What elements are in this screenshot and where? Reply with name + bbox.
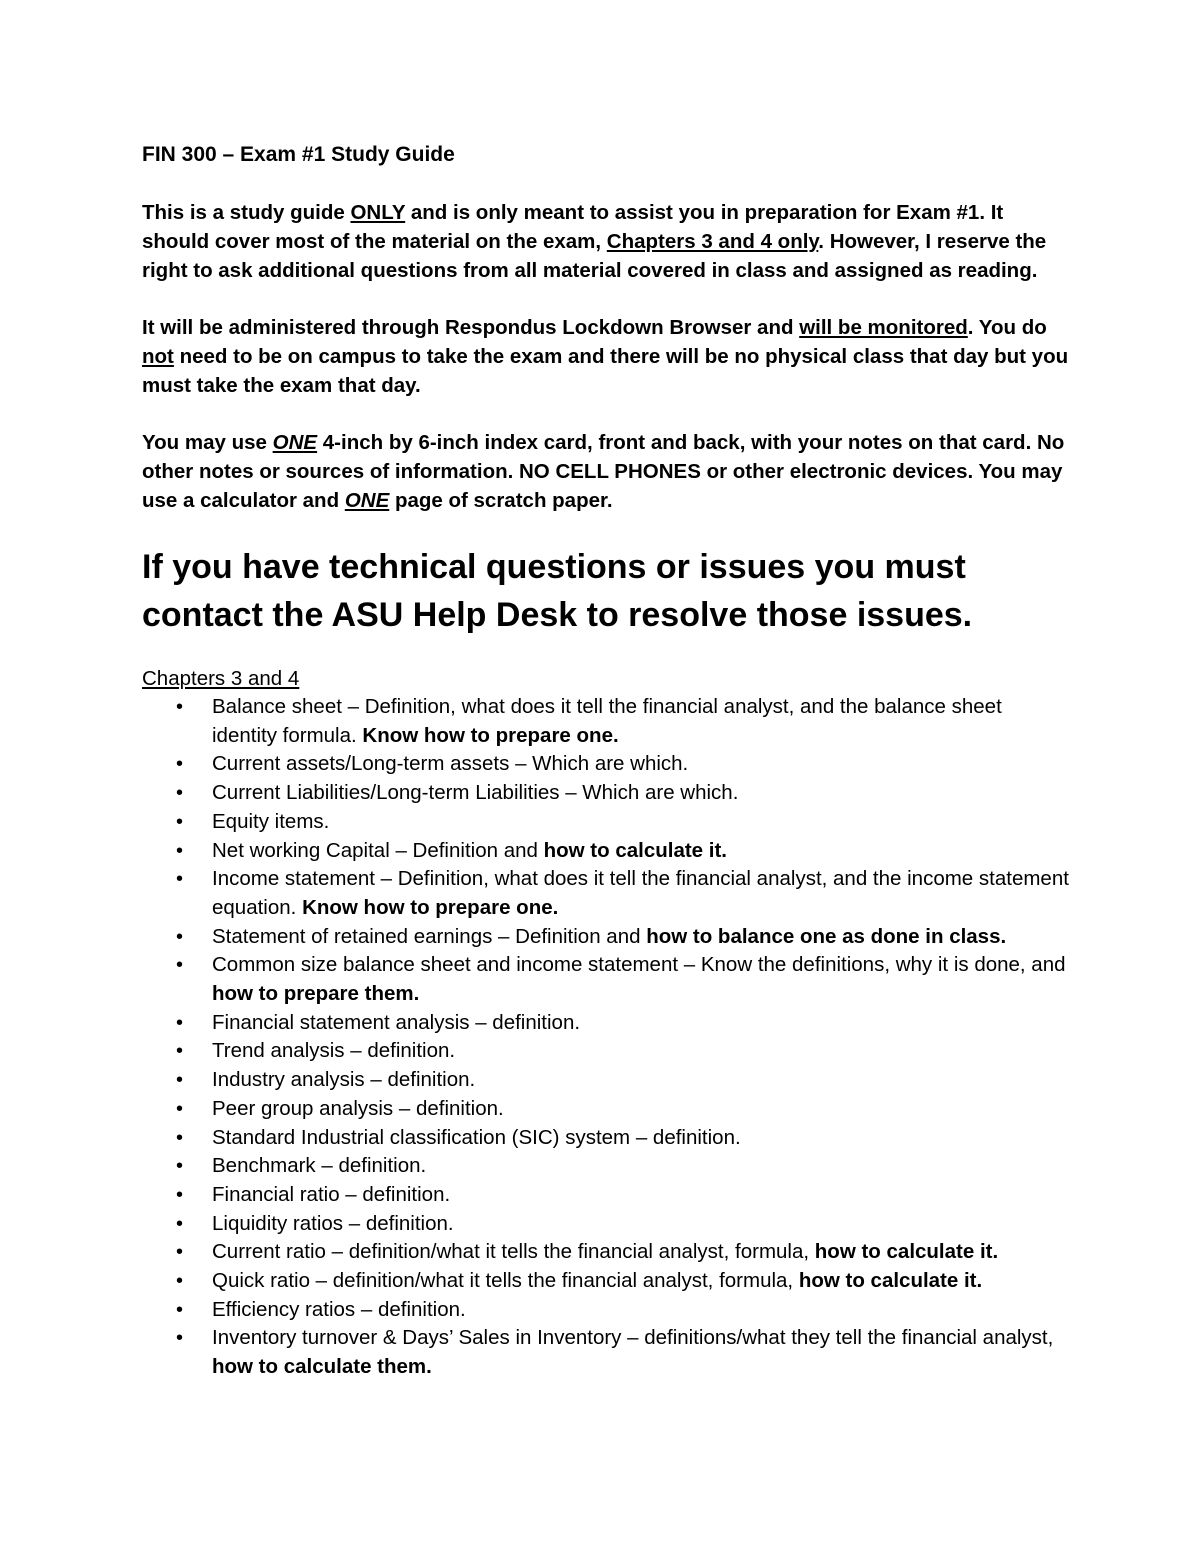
help-desk-callout: If you have technical questions or issues you must contact the ASU Help Desk to resolve those issues. (142, 548, 973, 634)
intro-underline-chapters: Chapters 3 and 4 only (606, 230, 819, 253)
topic-text: Trend analysis – definition. (212, 1039, 456, 1063)
topic-item (142, 693, 1072, 750)
topic-text: Current assets/Long-term assets – Which are which. (212, 752, 689, 776)
topic-bold-text: how to calculate it. (543, 838, 727, 862)
admin-underline-not: not (142, 345, 174, 368)
topic-item (142, 951, 1072, 1008)
topic-item (142, 779, 1072, 808)
topic-bold-text: Know how to prepare one. (362, 723, 619, 747)
topic-item (142, 1296, 1072, 1325)
admin-text-1: It will be administered through Respondus Lockdown Browser and (142, 316, 800, 339)
topic-bold-text: how to calculate them. (212, 1355, 432, 1379)
topic-text: Financial statement analysis – definition. (212, 1010, 581, 1034)
bullet-icon: • (176, 925, 184, 948)
materials-underline-one-page: ONE (344, 489, 390, 512)
topic-item (142, 1124, 1072, 1153)
topic-text: Efficiency ratios – definition. (212, 1297, 466, 1321)
topic-text: Quick ratio – definition/what it tells the financial analyst, formula, (212, 1269, 799, 1293)
topic-bold-text: how to calculate it. (798, 1269, 983, 1293)
bullet-icon: • (176, 1126, 184, 1149)
topic-bold-text: Know how to prepare one. (302, 895, 559, 919)
topic-item (142, 837, 1072, 866)
bullet-icon: • (176, 696, 184, 718)
topic-item (142, 1009, 1072, 1038)
bullet-icon: • (176, 1155, 184, 1178)
intro-underline-only: ONLY (350, 201, 406, 224)
topic-bold-text: how to prepare them. (212, 982, 420, 1006)
topic-text: Current ratio – definition/what it tells the financial analyst, formula, (212, 1240, 815, 1264)
topic-bold-text: how to calculate it. (814, 1240, 999, 1264)
topic-text: Benchmark – definition. (212, 1154, 427, 1178)
bullet-icon: • (176, 1183, 184, 1206)
topic-item (142, 923, 1072, 952)
materials-underline-one-card: ONE (272, 431, 318, 454)
administration-paragraph (142, 313, 1072, 400)
topic-text: Industry analysis – definition. (212, 1068, 476, 1092)
topic-text: Standard Industrial classification (SIC) system – definition. (212, 1125, 741, 1149)
topic-bold-text: how to balance one as done in class. (646, 924, 1007, 948)
document-page (142, 140, 1072, 1382)
bullet-icon: • (176, 1270, 184, 1293)
topics-list (142, 693, 1072, 1382)
materials-paragraph (142, 428, 1072, 515)
bullet-icon: • (176, 954, 184, 977)
topic-text: Statement of retained earnings – Definition and (212, 924, 647, 948)
intro-text-1: This is a study guide (142, 201, 351, 224)
topic-text: Liquidity ratios – definition. (212, 1211, 454, 1235)
bullet-icon: • (176, 1212, 184, 1235)
bullet-icon: • (176, 1040, 184, 1063)
admin-text-3: need to be on campus to take the exam and there will be no physical class that day but you must take the exam that day. (142, 345, 1069, 397)
topic-text: Common size balance sheet and income statement – Know the definitions, why it is done, and (212, 953, 1066, 977)
topic-item (142, 1181, 1072, 1210)
topic-item (142, 750, 1072, 779)
topic-text: Net working Capital – Definition and (212, 838, 544, 862)
bullet-icon: • (176, 1097, 184, 1120)
topic-item (142, 865, 1072, 922)
topic-item (142, 1152, 1072, 1181)
document-title: FIN 300 – Exam #1 Study Guide (142, 143, 455, 166)
bullet-icon: • (176, 1011, 184, 1034)
materials-text-1: You may use (142, 431, 273, 454)
topic-item (142, 1037, 1072, 1066)
intro-paragraph (142, 198, 1072, 285)
topic-text: Financial ratio – definition. (212, 1182, 451, 1206)
topic-text: Peer group analysis – definition. (212, 1096, 504, 1120)
bullet-icon: • (176, 1241, 184, 1264)
bullet-icon: • (176, 1327, 184, 1350)
topic-text: Income statement – Definition, what does it tell the financial analyst, and the income statement equation. (212, 867, 1069, 919)
admin-text-2: . You do (967, 316, 1047, 339)
materials-text-3: page of scratch paper. (389, 489, 613, 512)
topic-item (142, 1238, 1072, 1267)
topic-item (142, 808, 1072, 837)
section-heading: Chapters 3 and 4 (142, 667, 300, 690)
bullet-icon: • (176, 1298, 184, 1321)
bullet-icon: • (176, 810, 184, 833)
intro-text-3: . However, I reserve the right to ask additional questions from all material covered in class and assigned as reading. (142, 230, 1047, 282)
materials-text-2: 4-inch by 6-inch index card, front and back, with your notes on that card. No other notes or sources of information. NO CELL PHONES or other electronic devices. You may use a calculator and (142, 431, 1065, 512)
topic-item (142, 1066, 1072, 1095)
topic-item (142, 1324, 1072, 1381)
topic-text: Balance sheet – Definition, what does it tell the financial analyst, and the balance sheet identity formula. (212, 695, 1002, 747)
topic-item (142, 1267, 1072, 1296)
topic-item (142, 1095, 1072, 1124)
admin-underline-monitored: will be monitored (799, 316, 968, 339)
bullet-icon: • (176, 782, 184, 805)
topic-text: Current Liabilities/Long-term Liabilities – Which are which. (212, 781, 739, 805)
topic-item (142, 1210, 1072, 1239)
topic-text: Equity items. (212, 809, 330, 833)
bullet-icon: • (176, 839, 184, 862)
bullet-icon: • (176, 868, 184, 891)
bullet-icon: • (176, 1069, 184, 1092)
topic-text: Inventory turnover & Days’ Sales in Inventory – definitions/what they tell the financial analyst, (212, 1326, 1054, 1350)
intro-text-2: and is only meant to assist you in preparation for Exam #1. It should cover most of the material on the exam, (142, 201, 1004, 253)
bullet-icon: • (176, 753, 184, 776)
